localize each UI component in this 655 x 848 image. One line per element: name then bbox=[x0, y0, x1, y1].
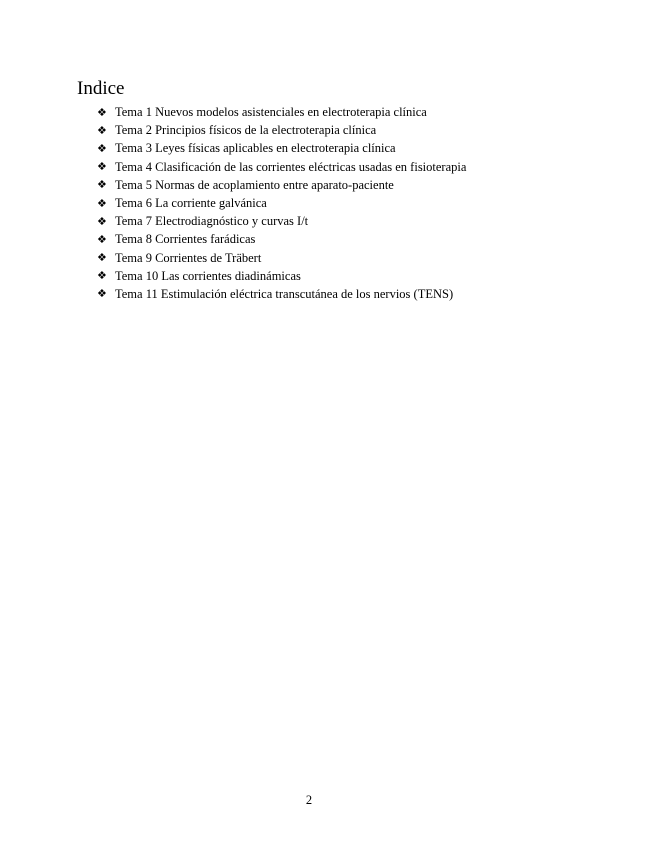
toc-item-9 bbox=[97, 249, 466, 267]
diamond-bullet-icon: ❖ bbox=[97, 214, 107, 228]
toc-item-label: Tema 1 Nuevos modelos asistenciales en electroterapia clínica bbox=[115, 105, 427, 120]
index-heading: Indice bbox=[77, 78, 125, 99]
toc-item-label: Tema 11 Estimulación eléctrica transcutánea de los nervios (TENS) bbox=[115, 286, 454, 301]
toc-item-label: Tema 2 Principios físicos de la electroterapia clínica bbox=[115, 123, 377, 138]
diamond-bullet-icon: ❖ bbox=[97, 178, 107, 192]
toc-item-6 bbox=[97, 194, 466, 212]
diamond-bullet-icon: ❖ bbox=[97, 123, 107, 137]
toc-item-label: Tema 8 Corrientes farádicas bbox=[115, 232, 256, 247]
table-of-contents bbox=[97, 103, 466, 303]
diamond-bullet-icon: ❖ bbox=[97, 269, 107, 283]
diamond-bullet-icon: ❖ bbox=[97, 287, 107, 301]
toc-item-label: Tema 10 Las corrientes diadinámicas bbox=[115, 268, 301, 283]
diamond-bullet-icon: ❖ bbox=[97, 105, 107, 119]
toc-item-11 bbox=[97, 285, 466, 303]
toc-item-label: Tema 3 Leyes físicas aplicables en electroterapia clínica bbox=[115, 141, 396, 156]
toc-item-label: Tema 4 Clasificación de las corrientes eléctricas usadas en fisioterapia bbox=[115, 159, 467, 174]
page-number: 2 bbox=[305, 793, 313, 807]
diamond-bullet-icon: ❖ bbox=[97, 251, 107, 265]
toc-item-3 bbox=[97, 139, 466, 157]
toc-item-7 bbox=[97, 212, 466, 230]
toc-item-label: Tema 5 Normas de acoplamiento entre aparato-paciente bbox=[115, 177, 394, 192]
toc-item-4 bbox=[97, 158, 466, 176]
diamond-bullet-icon: ❖ bbox=[97, 141, 107, 155]
toc-item-label: Tema 6 La corriente galvánica bbox=[115, 196, 267, 211]
diamond-bullet-icon: ❖ bbox=[97, 160, 107, 174]
toc-item-label: Tema 7 Electrodiagnóstico y curvas I/t bbox=[115, 214, 309, 229]
diamond-bullet-icon: ❖ bbox=[97, 196, 107, 210]
toc-item-5 bbox=[97, 176, 466, 194]
toc-item-label: Tema 9 Corrientes de Träbert bbox=[115, 250, 262, 265]
toc-item-1 bbox=[97, 103, 466, 121]
diamond-bullet-icon: ❖ bbox=[97, 232, 107, 246]
toc-item-10 bbox=[97, 267, 466, 285]
toc-item-8 bbox=[97, 230, 466, 248]
toc-item-2 bbox=[97, 121, 466, 139]
